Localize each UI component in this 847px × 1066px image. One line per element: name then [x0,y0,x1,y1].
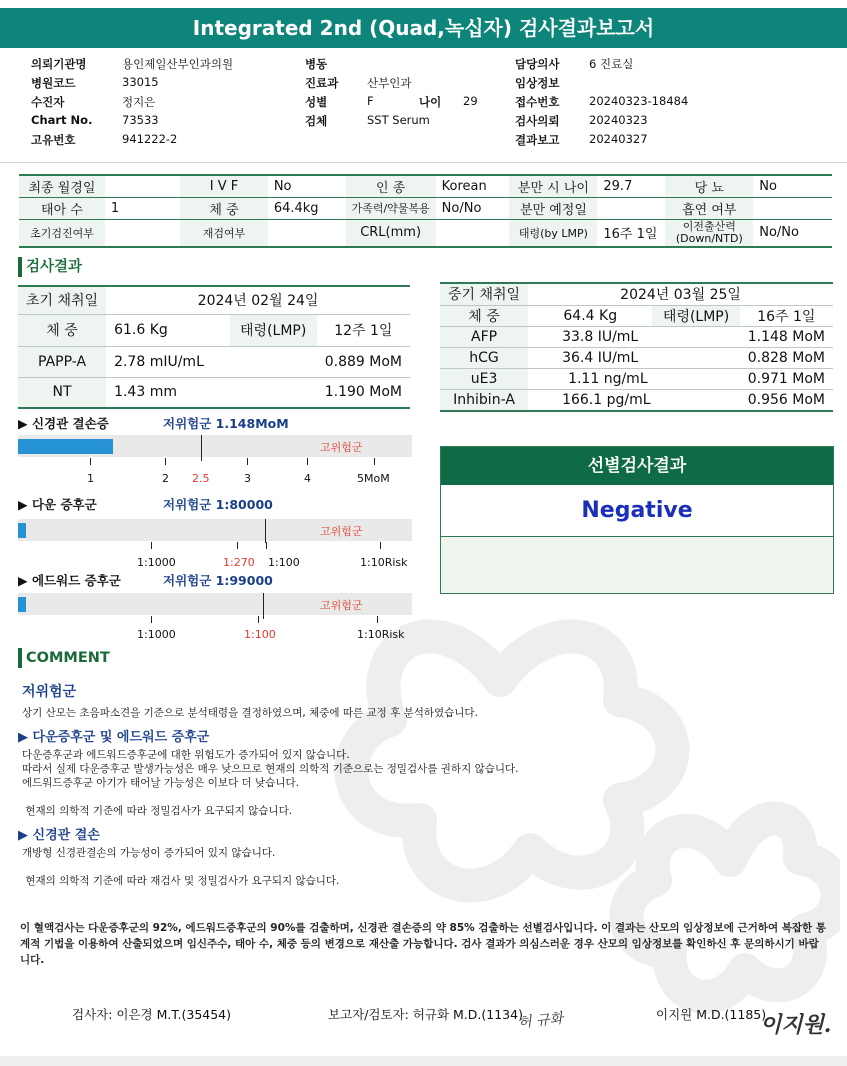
second-row-value: 166.1 pg/mL [528,389,740,411]
second-date-label: 중기 채취일 [440,283,528,305]
label-unique-no: 고유번호 [31,133,76,147]
divider [0,162,847,163]
cell: 29.7 [597,175,665,197]
cell: No [268,175,346,197]
label-sex: 성별 [305,95,328,109]
value-hospital-code: 33015 [122,75,159,89]
risk-label: 저위험군 1.148MoM [163,416,289,431]
risk-down-title [18,495,418,513]
label-doctor: 담당의사 [515,57,560,71]
doctor-signature: 이지원 M.D.(1185) [656,1007,767,1022]
value-age: 29 [463,94,478,108]
comment-line: 에드워드증후군 아기가 태어날 가능성은 이보다 더 낮습니다. [22,777,299,789]
second-row-mom: 0.956 MoM [740,389,833,411]
value-chart-no: 73533 [122,113,159,127]
cell: 이전출산력 (Down/NTD) [665,219,753,247]
cell: 초기검진여부 [19,219,105,247]
cell: 분만 시 나이 [509,175,597,197]
label-clinical-info: 임상정보 [515,76,560,90]
down-edwards-title: ▶ 다운증후군 및 에드워드 증후군 [18,730,210,745]
comment-line: 따라서 실제 다운증후군 발생가능성은 매우 낮으므로 현재의 의학적 기준으로는 정밀검사를 권하지 않습니다. [22,763,519,775]
first-row-value: 1.43 mm [106,377,317,408]
cell [268,219,346,247]
risk-title-text: ▶ 신경관 결손증 [18,416,109,431]
first-ga-label: 태령(LMP) [230,314,317,346]
bottom-bar [0,1056,847,1066]
cell: 가족력/약물복용 [346,197,436,219]
tick-label: 1:10Risk [360,556,408,569]
screening-result-box [440,446,834,594]
tick-label: 3 [244,472,251,485]
first-weight: 61.6 Kg [106,314,230,346]
screening-result: Negative [441,485,833,537]
second-ga-label: 태령(LMP) [652,305,739,326]
risk-ntd-scale [0,456,420,486]
tester-signature: 검사자: 이은경 M.T.(35454) [72,1007,232,1022]
risk-title-text: ▶ 다운 증후군 [18,497,97,512]
cell: No [753,175,832,197]
risk-label: 저위험군 1:80000 [163,497,273,512]
risk-ntd-bar [18,435,412,457]
reporter-handwritten-signature: 허 규화 [517,1010,564,1032]
tick-label: 1:1000 [137,556,176,569]
risk-down-scale [0,540,420,570]
cell: 최종 월경일 [19,175,105,197]
risk-down-bar [18,519,412,541]
first-row-value: 2.78 mIU/mL [106,346,317,377]
clinical-row-3 [19,219,832,247]
second-weight-label: 체 중 [440,305,528,326]
cell: 당 뇨 [665,175,753,197]
doctor-handwritten-signature: 이지원. [760,1012,832,1038]
label-specimen: 검체 [305,114,328,128]
risk-edwards-fill [18,597,26,612]
comment-line: 현재의 의학적 기준에 따라 정밀검사가 요구되지 않습니다. [22,805,293,817]
tick-label: 1:100 [268,556,300,569]
tick-label: 4 [304,472,311,485]
label-chart-no: Chart No. [31,113,93,127]
cell: 분만 예정일 [509,197,597,219]
value-patient: 정지은 [122,95,156,109]
second-row-mom: 1.148 MoM [740,326,833,347]
tick-label: 1:100 [244,628,276,641]
first-row-mom: 1.190 MoM [317,377,410,408]
ntd-text [22,846,822,888]
cell: 체 중 [180,197,268,219]
tick-label: 1:1000 [137,628,176,641]
first-date: 2024년 02월 24일 [106,286,410,314]
second-row-name: hCG [440,347,528,368]
label-institution: 의뢰기관명 [31,57,87,71]
label-receipt-no: 접수번호 [515,95,560,109]
tick-label: 1 [87,472,94,485]
results-heading-text: 검사결과 [26,259,83,275]
label-hospital-code: 병원코드 [31,76,76,90]
reporter-signature: 보고자/검토자: 허규화 M.D.(1134) [328,1007,523,1022]
report-title: Integrated 2nd (Quad,녹십자) 검사결과보고서 [0,8,847,48]
screening-title: 선별검사결과 [441,447,833,485]
first-weight-label: 체 중 [18,314,106,346]
cell: 인 종 [346,175,436,197]
comment-line: 개방형 신경관결손의 가능성이 증가되어 있지 않습니다. [22,847,276,859]
cell [105,175,180,197]
comment-heading [18,648,110,668]
cell: 16주 1일 [597,219,665,247]
cell: 흡연 여부 [665,197,753,219]
cell [436,219,510,247]
label-dept: 진료과 [305,76,339,90]
second-trimester-table [440,282,833,412]
label-report-date: 결과보고 [515,133,560,147]
tick-label: 2 [162,472,169,485]
first-row-name: NT [18,377,106,408]
high-risk-label: 고위험군 [320,599,363,612]
comment-line: 현재의 의학적 기준에 따라 재검사 및 정밀검사가 요구되지 않습니다. [22,875,340,887]
second-row-value: 33.8 IU/mL [528,326,740,347]
ntd-title: ▶ 신경관 결손 [18,828,100,843]
risk-label: 저위험군 1:99000 [163,573,273,588]
down-edwards-text [22,748,822,818]
patient-info-right [515,56,835,151]
clinical-row-1 [19,175,832,197]
patient-info-mid [305,56,505,132]
tick-label: 1:270 [223,556,255,569]
risk-edwards-scale [0,614,420,644]
risk-title-text: ▶ 에드워드 증후군 [18,573,121,588]
cell: 64.4kg [268,197,346,219]
first-row-name: PAPP-A [18,346,106,377]
value-unique-no: 941222-2 [122,132,178,146]
cell [753,197,832,219]
value-receipt-no: 20240323-18484 [589,94,689,108]
cell: 재검여부 [180,219,268,247]
second-row-name: Inhibin-A [440,389,528,411]
first-ga: 12주 1일 [317,314,410,346]
clinical-row-2 [19,197,832,219]
first-date-label: 초기 채취일 [18,286,106,314]
value-dept: 산부인과 [367,76,412,90]
risk-down-fill [18,523,26,538]
results-heading [18,255,82,277]
tick-label: 5MoM [357,472,390,485]
value-report-date: 20240327 [589,132,648,146]
low-risk-text: 상기 산모는 초음파소견을 기준으로 분석태령을 결정하였으며, 체중에 따른 교정 후 분석하였습니다. [22,707,478,719]
risk-ntd-fill [18,439,113,454]
value-sex: F [367,94,374,108]
cell: 태아 수 [19,197,105,219]
second-date: 2024년 03월 25일 [528,283,833,305]
cell: CRL(mm) [346,219,436,247]
first-row-mom: 0.889 MoM [317,346,410,377]
cell: I V F [180,175,268,197]
comment-line: 다운증후군과 에드워드증후군에 대한 위험도가 증가되어 있지 않습니다. [22,749,350,761]
label-request-date: 검사의뢰 [515,114,560,128]
cell [105,219,180,247]
second-weight: 64.4 Kg [528,305,652,326]
cell [597,197,665,219]
cell: Korean [436,175,510,197]
label-age: 나이 [419,95,442,109]
label-patient: 수진자 [31,95,65,109]
second-row-value: 1.11 ng/mL [528,368,740,389]
tick-label: 1:10Risk [357,628,405,641]
cell: 1 [105,197,180,219]
second-row-mom: 0.828 MoM [740,347,833,368]
tick-label: 2.5 [192,472,210,485]
footer-note: 이 혈액검사는 다운증후군의 92%, 에드워드증후군의 90%를 검출하며, 신경관 결손증의 약 85% 검출하는 선별검사입니다. 이 결과는 산모의 임상정보에 근거하여 복잡한 통계적 기법을 이용하여 산출되었으며 임신주수, 태아 수, 체중 등의 변경으로 재산출 가능합니다. 검사 결과가 의심스러운 경우 산모의 임상정보를 확인하신 후 문의하시기 바랍니다. [20,922,826,966]
second-ga: 16주 1일 [740,305,833,326]
high-risk-label: 고위험군 [320,441,363,454]
cell: No/No [436,197,510,219]
second-row-name: uE3 [440,368,528,389]
label-ward: 병동 [305,57,328,71]
risk-edwards-title [18,571,418,589]
patient-info-left [31,56,291,151]
high-risk-label: 고위험군 [320,525,363,538]
second-row-name: AFP [440,326,528,347]
second-row-mom: 0.971 MoM [740,368,833,389]
clinical-info-table [19,174,832,248]
low-risk-title: 저위험군 [22,684,77,700]
value-specimen: SST Serum [367,113,430,127]
value-institution: 용인제일산부인과의원 [122,57,234,71]
value-doctor: 6 진료실 [589,57,634,71]
cell: 태령(by LMP) [509,219,597,247]
comment-heading-text: COMMENT [26,650,110,666]
first-trimester-table [18,285,410,409]
value-request-date: 20240323 [589,113,648,127]
risk-ntd-title [18,414,418,432]
second-row-value: 36.4 IU/mL [528,347,740,368]
risk-edwards-bar [18,593,412,615]
cell: No/No [753,219,832,247]
